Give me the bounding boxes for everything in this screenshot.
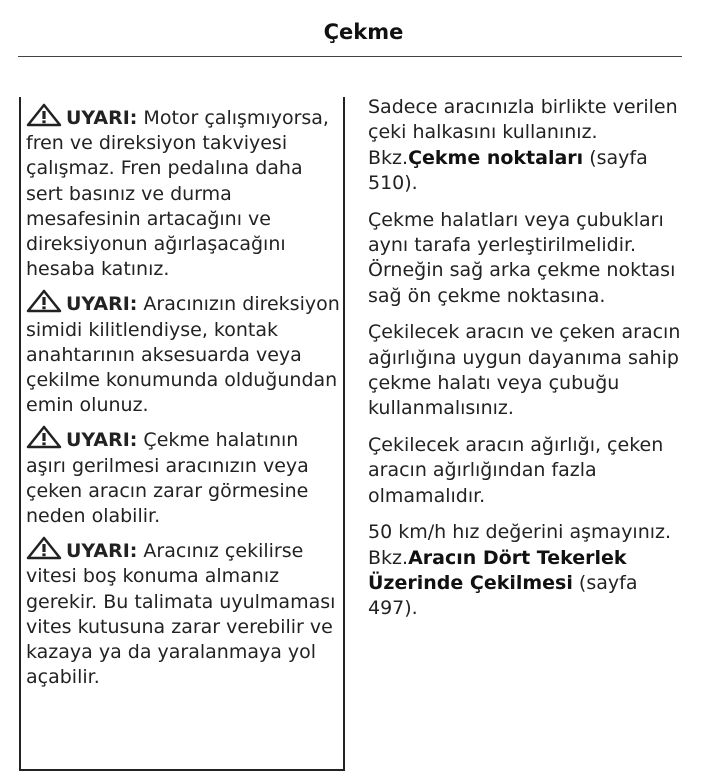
warning-text: Motor çalışmıyorsa, fren ve direksiyon takviyesi çalışmaz. Fren pedalına daha sert basınız ve durma mesafesinin artacağını ve direksiyonun ağırlaşacağını hesaba katınız.	[26, 107, 329, 281]
warning-label: UYARI:	[66, 107, 138, 129]
paragraph-text: 50 km/h hız değerini aşmayınız. Bkz.	[368, 521, 672, 569]
warning-text: Aracınız çekilirse vitesi boş konuma almanız gerekir. Bu talimata uyulmaması vites kutusuna zarar verebilir ve kazaya ya da yaralanmaya yol açabilir.	[26, 540, 336, 689]
warning-triangle-icon	[26, 103, 62, 127]
warnings-list	[26, 103, 342, 697]
warning-label: UYARI:	[66, 429, 138, 452]
paragraph-text: Çekilecek aracın ağırlığı, çeken aracın ağırlığından fazla olmamalıdır.	[368, 433, 664, 507]
paragraph-text: Çekilecek aracın ve çeken aracın ağırlığına uygun dayanıma sahip çekme halatı veya çubuğu kullanmalısınız.	[368, 321, 681, 420]
paragraph-rope-strength	[368, 320, 686, 422]
warning-triangle-icon	[26, 536, 62, 560]
warning-1	[26, 103, 342, 282]
instructions-column	[368, 95, 686, 633]
page-reference: (sayfa 510).	[368, 146, 648, 195]
paragraph-speed-limit	[368, 520, 686, 622]
cross-reference-link[interactable]: Çekme noktaları	[408, 146, 584, 169]
paragraph-text: Çekme halatları veya çubukları aynı tarafa yerleştirilmelidir. Örneğin sağ arka çekme noktası sağ ön çekme noktasına.	[368, 208, 676, 307]
page-reference: (sayfa 497).	[368, 571, 638, 620]
paragraph-text: Sadece aracınızla birlikte verilen çeki halkasını kullanınız. Bkz.	[368, 96, 678, 169]
warning-label: UYARI:	[66, 293, 138, 316]
warning-2	[26, 289, 342, 418]
warning-triangle-icon	[26, 289, 62, 313]
warning-4	[26, 536, 342, 690]
cross-reference-link[interactable]: Aracın Dört Tekerlek Üzerinde Çekilmesi	[368, 546, 627, 594]
warning-label: UYARI:	[66, 540, 138, 563]
warning-text: Aracınızın direksiyon simidi kilitlendiyse, kontak anahtarının aksesuarda veya çekilme konumunda olduğundan emin olunuz.	[26, 293, 340, 417]
warning-3	[26, 425, 342, 529]
warning-text: Çekme halatının aşırı gerilmesi aracınızın veya çeken aracın zarar görmesine neden olabilir.	[26, 429, 309, 528]
page-title: Çekme	[323, 20, 404, 44]
title-divider	[18, 56, 682, 57]
warning-triangle-icon	[26, 425, 62, 449]
paragraph-weight	[368, 433, 686, 509]
paragraph-tow-ring	[368, 95, 686, 197]
paragraph-rope-placement	[368, 208, 686, 310]
